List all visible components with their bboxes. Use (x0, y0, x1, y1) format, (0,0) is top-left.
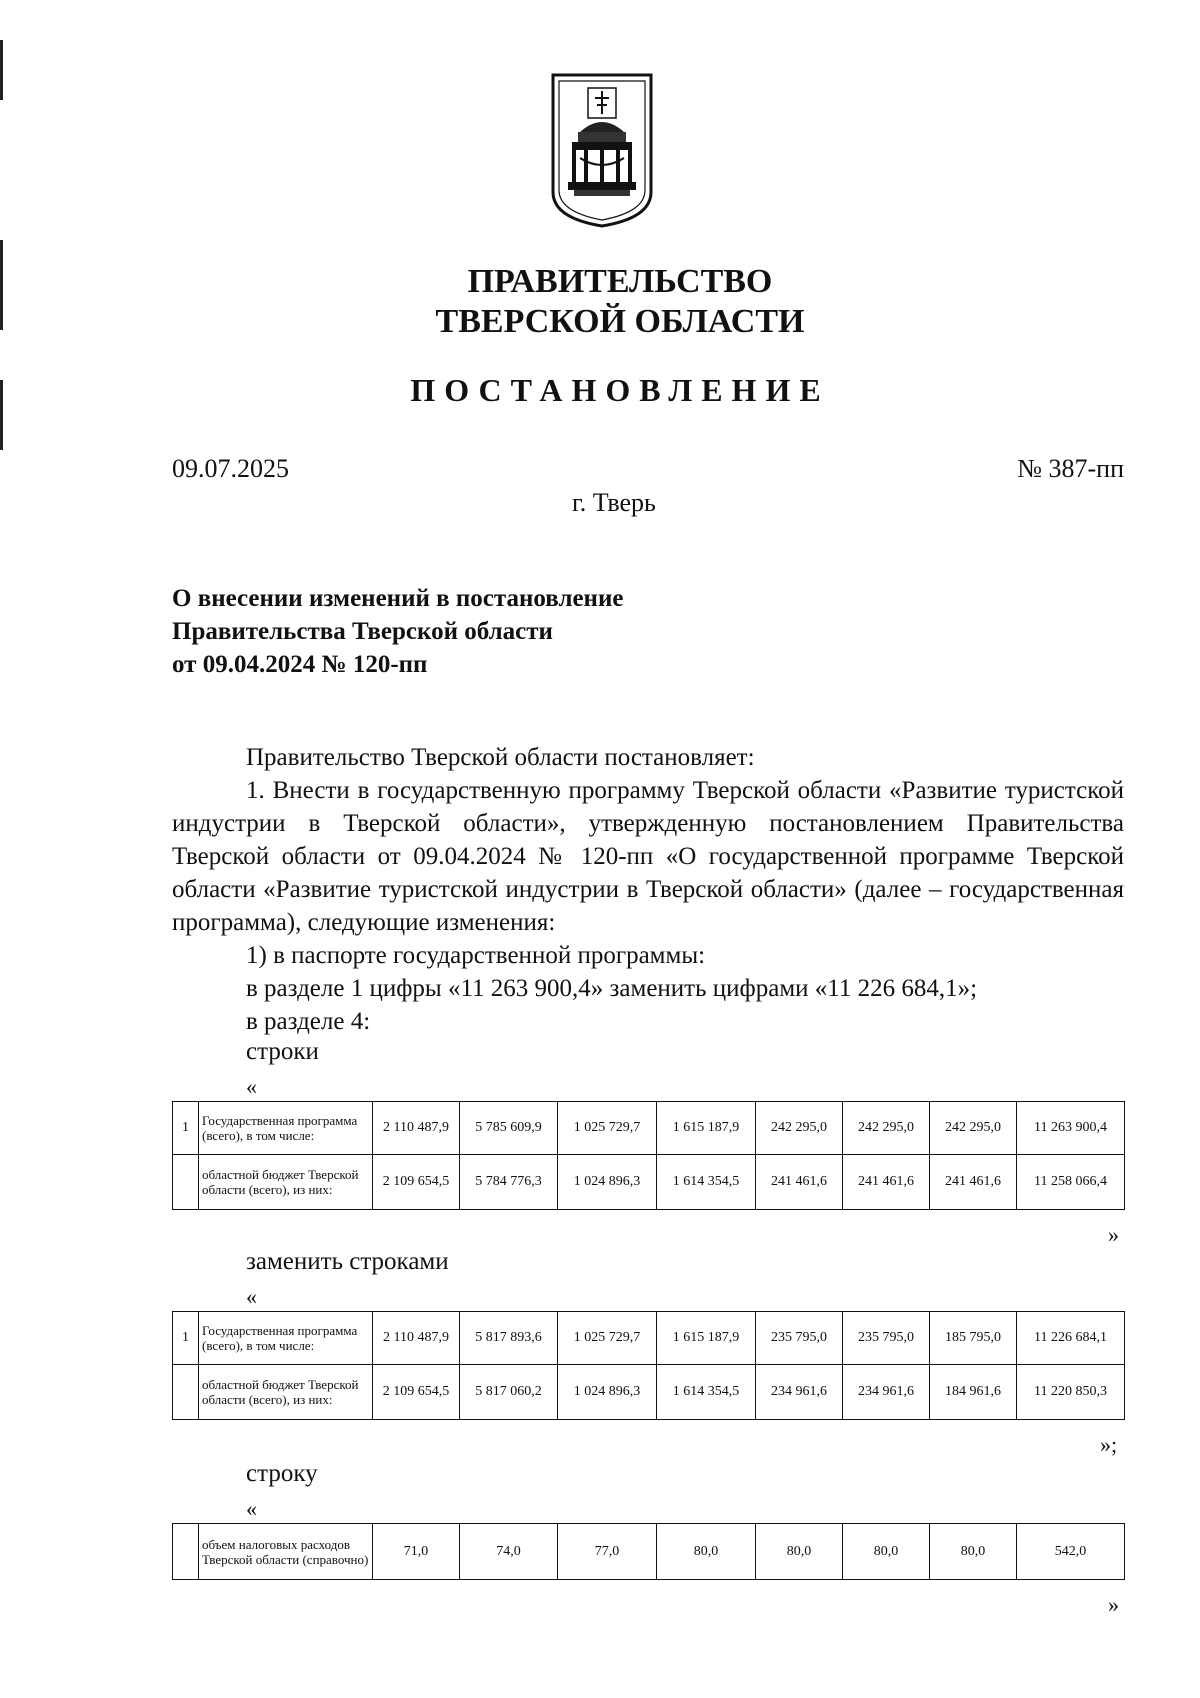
open-quote: « (246, 1284, 257, 1309)
document-body (172, 741, 1124, 1038)
cell-value: 5 784 776,3 (460, 1155, 558, 1210)
organization-name (0, 262, 1200, 342)
scan-edge-mark (0, 40, 3, 100)
cell-value: 242 295,0 (930, 1102, 1017, 1155)
row-name: областной бюджет Тверской области (всего), из них: (199, 1365, 373, 1420)
table-row (173, 1155, 1125, 1210)
document-number: № 387-пп (1017, 454, 1124, 483)
cell-value: 242 295,0 (756, 1102, 843, 1155)
cell-value: 234 961,6 (843, 1365, 930, 1420)
table-new-rows (172, 1311, 1125, 1420)
row-name: Государственная программа (всего), в том числе: (199, 1102, 373, 1155)
row-number (173, 1155, 199, 1210)
cell-value: 235 795,0 (843, 1312, 930, 1365)
cell-value: 185 795,0 (930, 1312, 1017, 1365)
cell-value: 1 024 896,3 (558, 1155, 657, 1210)
cell-value: 1 615 187,9 (657, 1102, 756, 1155)
close-quote: » (1108, 1592, 1119, 1617)
row-number: 1 (173, 1312, 199, 1365)
cell-value: 2 109 654,5 (373, 1365, 460, 1420)
table-row (173, 1524, 1125, 1580)
row-name: Государственная программа (всего), в том числе: (199, 1312, 373, 1365)
close-quote-semicolon: »; (1100, 1432, 1118, 1457)
cell-value: 1 614 354,5 (657, 1155, 756, 1210)
cell-value: 234 961,6 (756, 1365, 843, 1420)
cell-value: 241 461,6 (756, 1155, 843, 1210)
open-quote: « (246, 1074, 257, 1099)
cell-value: 5 785 609,9 (460, 1102, 558, 1155)
cell-value: 1 615 187,9 (657, 1312, 756, 1365)
org-line-2: ТВЕРСКОЙ ОБЛАСТИ (435, 303, 805, 340)
row-name: объем налоговых расходов Тверской области (справочно) (199, 1524, 373, 1580)
cell-value: 80,0 (930, 1524, 1017, 1580)
subject-line-2: Правительства Тверской области (172, 618, 553, 645)
open-quote: « (246, 1496, 257, 1521)
cell-value: 542,0 (1017, 1524, 1125, 1580)
cell-value: 77,0 (558, 1524, 657, 1580)
label-replace-rows: заменить строками (246, 1248, 449, 1275)
table-row (173, 1365, 1125, 1420)
cell-value: 74,0 (460, 1524, 558, 1580)
subject-line-3: от 09.04.2024 № 120-пп (172, 651, 428, 678)
cell-value: 235 795,0 (756, 1312, 843, 1365)
table-row (173, 1102, 1125, 1155)
cell-value: 2 110 487,9 (373, 1312, 460, 1365)
coat-of-arms-emblem (550, 72, 654, 228)
table-row (173, 1312, 1125, 1365)
cell-value: 80,0 (843, 1524, 930, 1580)
row-name: областной бюджет Тверской области (всего), из них: (199, 1155, 373, 1210)
body-intro: Правительство Тверской области постановляет: (246, 744, 755, 771)
cell-value: 241 461,6 (843, 1155, 930, 1210)
cell-value: 80,0 (756, 1524, 843, 1580)
row-number (173, 1524, 199, 1580)
cell-value: 2 109 654,5 (373, 1155, 460, 1210)
row-number (173, 1365, 199, 1420)
cell-value: 2 110 487,9 (373, 1102, 460, 1155)
document-city: г. Тверь (572, 488, 656, 517)
body-paragraph-4: в разделе 4: (246, 1008, 371, 1035)
row-number: 1 (173, 1102, 199, 1155)
cell-value: 241 461,6 (930, 1155, 1017, 1210)
label-row: строку (246, 1460, 318, 1487)
cell-value: 1 614 354,5 (657, 1365, 756, 1420)
cell-value: 71,0 (373, 1524, 460, 1580)
cell-value: 1 024 896,3 (558, 1365, 657, 1420)
document-type: ПОСТАНОВЛЕНИЕ (410, 372, 830, 408)
cell-value: 5 817 893,6 (460, 1312, 558, 1365)
document-date: 09.07.2025 (172, 454, 289, 483)
table-old-rows (172, 1101, 1125, 1210)
cell-value: 242 295,0 (843, 1102, 930, 1155)
cell-value: 1 025 729,7 (558, 1312, 657, 1365)
cell-value: 80,0 (657, 1524, 756, 1580)
body-paragraph-2: 1) в паспорте государственной программы: (246, 942, 706, 969)
cell-value: 184 961,6 (930, 1365, 1017, 1420)
cell-value: 11 263 900,4 (1017, 1102, 1125, 1155)
body-paragraph-3: в разделе 1 цифры «11 263 900,4» заменить цифрами «11 226 684,1»; (246, 975, 978, 1002)
cell-value: 1 025 729,7 (558, 1102, 657, 1155)
org-line-1: ПРАВИТЕЛЬСТВО (467, 263, 773, 300)
cell-value: 11 258 066,4 (1017, 1155, 1125, 1210)
close-quote: » (1108, 1222, 1119, 1247)
subject-line-1: О внесении изменений в постановление (172, 585, 624, 612)
document-subject (172, 582, 623, 681)
cell-value: 11 220 850,3 (1017, 1365, 1125, 1420)
cell-value: 5 817 060,2 (460, 1365, 558, 1420)
body-paragraph-1: 1. Внести в государственную программу Тверской области «Развитие туристской индустрии в Тверской области», утвержденную постановлением Правительства Тверской области от 09.04.2024 № 120-пп «О государственной программе Тверской области «Развитие туристской индустрии в Тверской области» (далее – государственная программа), следующие изменения: (172, 777, 1124, 936)
cell-value: 11 226 684,1 (1017, 1312, 1125, 1365)
label-rows: строки (246, 1038, 319, 1065)
table-tax-expenses (172, 1523, 1125, 1580)
